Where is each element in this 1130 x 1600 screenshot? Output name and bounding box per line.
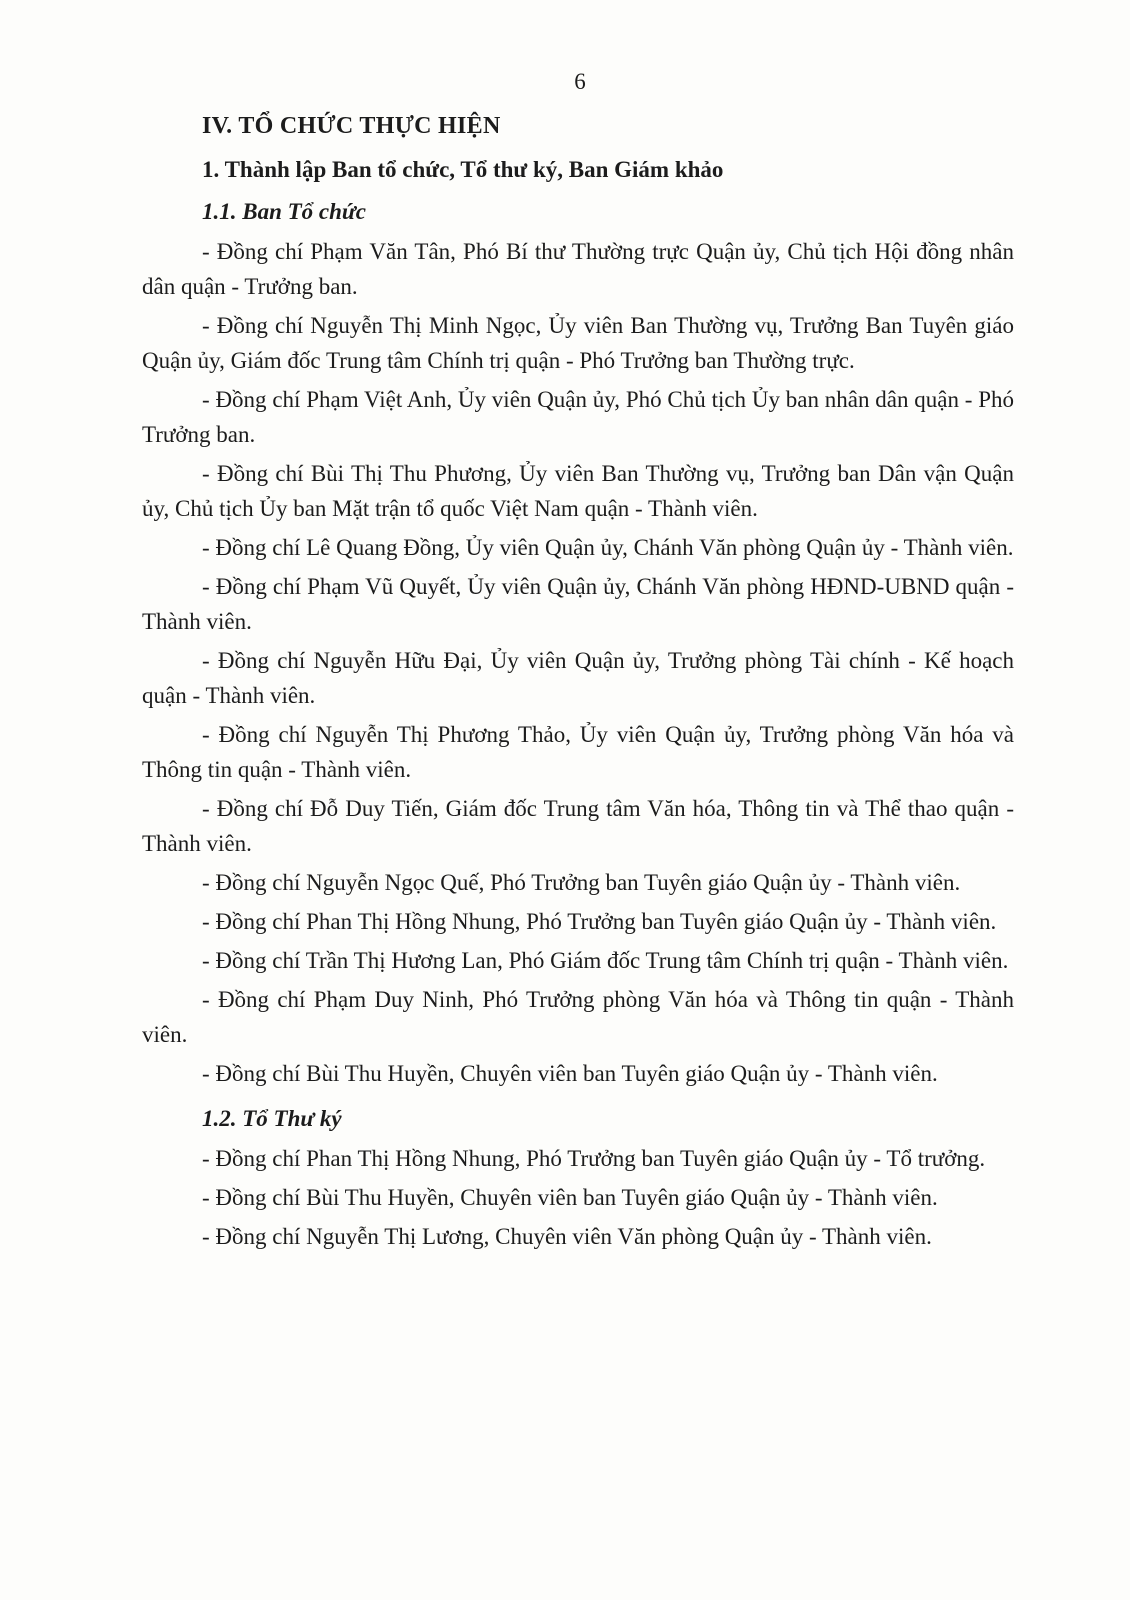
member-entry: - Đồng chí Phạm Việt Anh, Ủy viên Quận ủy, Phó Chủ tịch Ủy ban nhân dân quận - Phó Trưởng ban. bbox=[142, 387, 1014, 447]
member-entry: - Đồng chí Phạm Văn Tân, Phó Bí thư Thường trực Quận ủy, Chủ tịch Hội đồng nhân dân quận - Trưởng ban. bbox=[142, 239, 1014, 299]
section-title: IV. TỔ CHỨC THỰC HIỆN bbox=[202, 113, 501, 139]
member-entry: - Đồng chí Bùi Thị Thu Phương, Ủy viên Ban Thường vụ, Trưởng ban Dân vận Quận ủy, Chủ tịch Ủy ban Mặt trận tổ quốc Việt Nam quận - Thành viên. bbox=[142, 461, 1014, 521]
member-entry: - Đồng chí Trần Thị Hương Lan, Phó Giám đốc Trung tâm Chính trị quận - Thành viên. bbox=[202, 948, 1009, 973]
member-entry: - Đồng chí Lê Quang Đồng, Ủy viên Quận ủy, Chánh Văn phòng Quận ủy - Thành viên. bbox=[202, 535, 1014, 560]
member-entry: - Đồng chí Đỗ Duy Tiến, Giám đốc Trung tâm Văn hóa, Thông tin và Thể thao quận - Thành viên. bbox=[142, 796, 1014, 856]
to-thu-ky-heading: 1.2. Tổ Thư ký bbox=[202, 1106, 342, 1131]
subsection-title: 1. Thành lập Ban tổ chức, Tổ thư ký, Ban Giám khảo bbox=[202, 157, 724, 182]
member-entry: - Đồng chí Bùi Thu Huyền, Chuyên viên ban Tuyên giáo Quận ủy - Thành viên. bbox=[202, 1061, 938, 1086]
member-entry: - Đồng chí Phan Thị Hồng Nhung, Phó Trưởng ban Tuyên giáo Quận ủy - Thành viên. bbox=[202, 909, 997, 934]
member-entry: - Đồng chí Phan Thị Hồng Nhung, Phó Trưởng ban Tuyên giáo Quận ủy - Tổ trưởng. bbox=[202, 1146, 986, 1171]
member-entry: - Đồng chí Nguyễn Thị Phương Thảo, Ủy viên Quận ủy, Trưởng phòng Văn hóa và Thông tin quận - Thành viên. bbox=[142, 722, 1014, 782]
member-entry: - Đồng chí Nguyễn Ngọc Quế, Phó Trưởng ban Tuyên giáo Quận ủy - Thành viên. bbox=[202, 870, 961, 895]
member-entry: - Đồng chí Nguyễn Hữu Đại, Ủy viên Quận ủy, Trưởng phòng Tài chính - Kế hoạch quận - Thành viên. bbox=[142, 648, 1014, 708]
member-entry: - Đồng chí Phạm Duy Ninh, Phó Trưởng phòng Văn hóa và Thông tin quận - Thành viên. bbox=[142, 987, 1014, 1047]
member-entry: - Đồng chí Nguyễn Thị Minh Ngọc, Ủy viên Ban Thường vụ, Trưởng Ban Tuyên giáo Quận ủy, Giám đốc Trung tâm Chính trị quận - Phó Trưởng ban Thường trực. bbox=[142, 313, 1014, 373]
member-entry: - Đồng chí Phạm Vũ Quyết, Ủy viên Quận ủy, Chánh Văn phòng HĐND-UBND quận - Thành viên. bbox=[142, 574, 1014, 634]
ban-to-chuc-heading: 1.1. Ban Tổ chức bbox=[202, 199, 366, 224]
page-number: 6 bbox=[574, 69, 586, 94]
member-entry: - Đồng chí Bùi Thu Huyền, Chuyên viên ban Tuyên giáo Quận ủy - Thành viên. bbox=[202, 1185, 938, 1210]
member-entry: - Đồng chí Nguyễn Thị Lương, Chuyên viên Văn phòng Quận ủy - Thành viên. bbox=[202, 1224, 932, 1249]
document-body bbox=[142, 108, 1014, 1258]
